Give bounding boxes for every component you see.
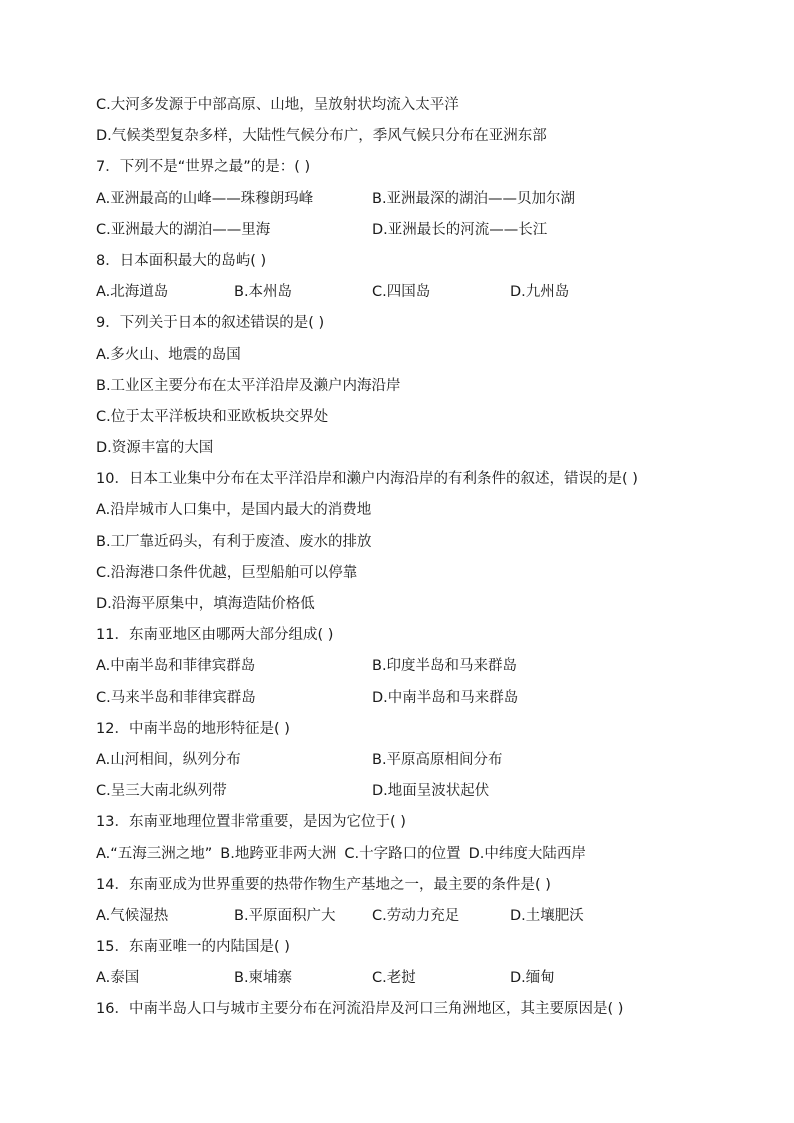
q14-option-d: D.土壤肥沃	[510, 907, 584, 924]
q12-options-row-2	[96, 780, 716, 811]
q15-options	[96, 967, 716, 998]
q14-option-c: C.劳动力充足	[372, 907, 460, 924]
q15-option-a: A.泰国	[96, 970, 140, 987]
q15-option-d: D.缅甸	[510, 970, 555, 987]
q14-stem: 14．东南亚成为世界重要的热带作物生产基地之一，最主要的条件是( )	[96, 876, 551, 893]
q7-options-row-1	[96, 188, 716, 219]
q14-options	[96, 905, 716, 936]
q13-option-d: D.中纬度大陆西岸	[468, 845, 586, 862]
q10-option-c: C.沿海港口条件优越，巨型船舶可以停靠	[96, 564, 358, 581]
q12-stem: 12．中南半岛的地形特征是( )	[96, 720, 290, 737]
q6-option-c: C.大河多发源于中部高原、山地，呈放射状均流入太平洋	[96, 97, 459, 113]
q11-options-row-2	[96, 687, 716, 718]
q13-options	[96, 843, 716, 874]
q7-option-b: B.亚洲最深的湖泊——贝加尔湖	[372, 190, 576, 207]
q12-option-a: A.山河相间，纵列分布	[96, 751, 241, 768]
q13-option-a: A.“五海三洲之地”	[96, 845, 213, 862]
q11-stem: 11．东南亚地区由哪两大部分组成( )	[96, 627, 334, 644]
q13-option-b: B.地跨亚非两大洲	[220, 845, 337, 862]
q8-option-c: C.四国岛	[372, 284, 431, 301]
q15-option-c: C.老挝	[372, 970, 416, 987]
q13-option-c: C.十字路口的位置	[344, 845, 461, 862]
q9-option-c: C.位于太平洋板块和亚欧板块交界处	[96, 408, 329, 425]
q11-option-b: B.印度半岛和马来群岛	[372, 658, 518, 675]
q9-option-a: A.多火山、地震的岛国	[96, 346, 241, 363]
q10-option-b: B.工厂靠近码头，有利于废渣、废水的排放	[96, 533, 372, 550]
q9-stem: 9．下列关于日本的叙述错误的是( )	[96, 315, 325, 332]
q8-option-b: B.本州岛	[234, 284, 293, 301]
q11-option-c: C.马来半岛和菲律宾群岛	[96, 689, 256, 706]
q12-option-b: B.平原高原相间分布	[372, 751, 503, 768]
q15-option-b: B.柬埔寨	[234, 970, 293, 987]
q10-option-a: A.沿岸城市人口集中，是国内最大的消费地	[96, 502, 372, 519]
q15-stem: 15．东南亚唯一的内陆国是( )	[96, 939, 290, 956]
q13-stem: 13．东南亚地理位置非常重要，是因为它位于( )	[96, 814, 406, 831]
q11-options-row-1	[96, 655, 716, 686]
exam-page	[96, 94, 716, 1030]
q16-stem: 16．中南半岛人口与城市主要分布在河流沿岸及河口三角洲地区，其主要原因是( )	[96, 1001, 624, 1018]
q8-stem: 8．日本面积最大的岛屿( )	[96, 252, 267, 269]
q10-stem: 10．日本工业集中分布在太平洋沿岸和濑户内海沿岸的有利条件的叙述，错误的是( )	[96, 471, 638, 488]
q11-option-a: A.中南半岛和菲律宾群岛	[96, 658, 256, 675]
q11-option-d: D.中南半岛和马来群岛	[372, 689, 519, 706]
q8-option-d: D.九州岛	[510, 284, 570, 301]
q8-options	[96, 281, 716, 312]
q7-option-a: A.亚洲最高的山峰——珠穆朗玛峰	[96, 190, 314, 207]
q7-stem: 7．下列不是“世界之最”的是：( )	[96, 159, 311, 176]
q14-option-b: B.平原面积广大	[234, 907, 336, 924]
q9-option-b: B.工业区主要分布在太平洋沿岸及濑户内海沿岸	[96, 377, 401, 394]
q14-option-a: A.气候湿热	[96, 907, 169, 924]
q12-option-c: C.呈三大南北纵列带	[96, 783, 227, 800]
q12-option-d: D.地面呈波状起伏	[372, 783, 490, 800]
q7-options-row-2	[96, 219, 716, 250]
q8-option-a: A.北海道岛	[96, 284, 169, 301]
q12-options-row-1	[96, 749, 716, 780]
q7-option-d: D.亚洲最长的河流——长江	[372, 221, 548, 238]
q9-option-d: D.资源丰富的大国	[96, 440, 214, 457]
q10-option-d: D.沿海平原集中，填海造陆价格低	[96, 596, 315, 612]
q6-option-d: D.气候类型复杂多样，大陆性气候分布广，季风气候只分布在亚洲东部	[96, 128, 547, 145]
q7-option-c: C.亚洲最大的湖泊——里海	[96, 221, 271, 238]
